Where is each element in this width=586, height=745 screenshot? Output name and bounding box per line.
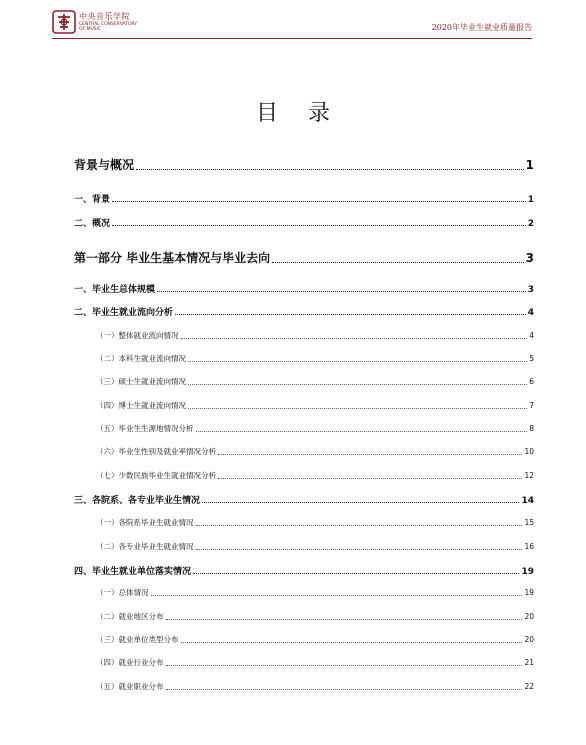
- dot-leader: [188, 384, 527, 385]
- logo-english-line1: CENTRAL CONSERVATORY: [79, 22, 138, 27]
- dot-leader: [188, 408, 527, 409]
- toc-entry-label: 三、各院系、各专业毕业生情况: [74, 496, 201, 506]
- toc-entry[interactable]: [74, 657, 534, 668]
- dot-leader: [196, 431, 528, 432]
- toc-entry-label: （三）就业单位类型分布: [96, 635, 179, 644]
- toc-entry-label: 二、毕业生就业流向分析: [74, 308, 174, 318]
- toc-entry-page-number: 7: [529, 401, 534, 410]
- dot-leader: [218, 454, 522, 455]
- toc-entry-page-number: 19: [521, 567, 534, 577]
- dot-leader: [196, 549, 523, 550]
- toc-entry-label: （二）就业地区分布: [96, 612, 164, 621]
- toc-entry-label: 一、背景: [74, 195, 111, 205]
- dot-leader: [181, 642, 523, 643]
- toc-entry[interactable]: [74, 611, 534, 622]
- toc-entry-label: （四）博士生就业流向情况: [96, 401, 186, 410]
- toc-entry-page-number: 20: [524, 612, 534, 621]
- dot-leader: [151, 595, 523, 596]
- toc-entry[interactable]: [74, 564, 534, 577]
- toc-entry[interactable]: [74, 249, 534, 266]
- toc-entry[interactable]: [74, 216, 534, 229]
- dot-leader: [202, 502, 519, 503]
- toc-entry-label: （五）就业职业分布: [96, 682, 164, 691]
- toc-entry-page-number: 15: [524, 518, 534, 527]
- toc-entry-label: （五）毕业生生源地情况分析: [96, 424, 194, 433]
- dot-leader: [175, 314, 526, 315]
- toc-entry-label: 一、毕业生总体规模: [74, 285, 156, 295]
- toc-entry[interactable]: [74, 330, 534, 341]
- toc-entry[interactable]: [74, 493, 534, 506]
- page-header: [52, 8, 532, 39]
- dot-leader: [136, 169, 524, 170]
- toc-entry-page-number: 19: [524, 588, 534, 597]
- toc-entry[interactable]: [74, 156, 534, 173]
- toc-entry-page-number: 1: [525, 158, 534, 172]
- toc-entry-page-number: 16: [524, 542, 534, 551]
- toc-entry[interactable]: [74, 587, 534, 598]
- dot-leader: [188, 361, 527, 362]
- toc-entry[interactable]: [74, 470, 534, 481]
- logo-chinese-name: 中央音乐学院: [79, 12, 130, 21]
- dot-leader: [166, 689, 523, 690]
- toc-entry-label: （六）毕业生性别及就业率情况分析: [96, 447, 216, 456]
- dot-leader: [218, 478, 522, 479]
- dot-leader: [181, 338, 528, 339]
- report-title: 2020年毕业生就业质量报告: [431, 23, 532, 32]
- toc-entry-page-number: 4: [527, 308, 534, 318]
- toc-entry[interactable]: [74, 376, 534, 387]
- toc-entry[interactable]: [74, 634, 534, 645]
- toc-entry-page-number: 12: [524, 471, 534, 480]
- logo-english-name: [79, 22, 137, 32]
- toc-entry-label: （七）少数民族毕业生就业情况分析: [96, 471, 216, 480]
- toc-entry-page-number: 8: [529, 424, 534, 433]
- toc-entry[interactable]: [74, 423, 534, 434]
- toc-entry-label: （一）各院系毕业生就业情况: [96, 518, 194, 527]
- toc-entry[interactable]: [74, 517, 534, 528]
- toc-entry-label: 第一部分 毕业生基本情况与毕业去向: [74, 251, 271, 265]
- toc-entry-page-number: 3: [525, 251, 534, 265]
- dot-leader: [193, 573, 519, 574]
- toc-entry-page-number: 21: [524, 658, 534, 667]
- toc-entry-label: （一）整体就业流向情况: [96, 331, 179, 340]
- conservatory-seal-icon: [52, 10, 76, 34]
- dot-leader: [166, 665, 523, 666]
- toc-entry-page-number: 22: [524, 682, 534, 691]
- dot-leader: [272, 262, 523, 263]
- toc-entry-label: （四）就业行业分布: [96, 658, 164, 667]
- toc-entry-page-number: 14: [521, 496, 534, 506]
- toc-entry-label: （二）各专业毕业生就业情况: [96, 542, 194, 551]
- toc-entry[interactable]: [74, 305, 534, 318]
- dot-leader: [157, 291, 526, 292]
- dot-leader: [112, 201, 526, 202]
- toc-entry-label: （一）总体情况: [96, 588, 149, 597]
- toc-entry[interactable]: [74, 681, 534, 692]
- toc-entry-page-number: 2: [527, 219, 534, 229]
- toc-entry[interactable]: [74, 446, 534, 457]
- logo-english-line2: OF MUSIC: [79, 27, 102, 32]
- toc-entry-page-number: 6: [529, 377, 534, 386]
- toc-entry-page-number: 3: [527, 285, 534, 295]
- toc-entry-page-number: 4: [529, 331, 534, 340]
- toc-entry-page-number: 10: [524, 447, 534, 456]
- toc-entry[interactable]: [74, 192, 534, 205]
- toc-entry-label: （二）本科生就业流向情况: [96, 354, 186, 363]
- toc-entry[interactable]: [74, 541, 534, 552]
- toc-entry-label: 背景与概况: [74, 158, 135, 172]
- dot-leader: [196, 525, 523, 526]
- toc-heading: 目录: [255, 101, 360, 126]
- toc-entry[interactable]: [74, 400, 534, 411]
- toc-entry[interactable]: [74, 282, 534, 295]
- institution-logo: [52, 10, 162, 36]
- toc-entry-label: 二、概况: [74, 219, 111, 229]
- toc-entry-label: （三）硕士生就业流向情况: [96, 377, 186, 386]
- toc-entry-label: 四、毕业生就业单位落实情况: [74, 567, 192, 577]
- toc-entry-page-number: 1: [527, 195, 534, 205]
- toc-entry-page-number: 20: [524, 635, 534, 644]
- dot-leader: [166, 619, 523, 620]
- toc-entry[interactable]: [74, 353, 534, 364]
- toc-entry-page-number: 5: [529, 354, 534, 363]
- dot-leader: [112, 225, 526, 226]
